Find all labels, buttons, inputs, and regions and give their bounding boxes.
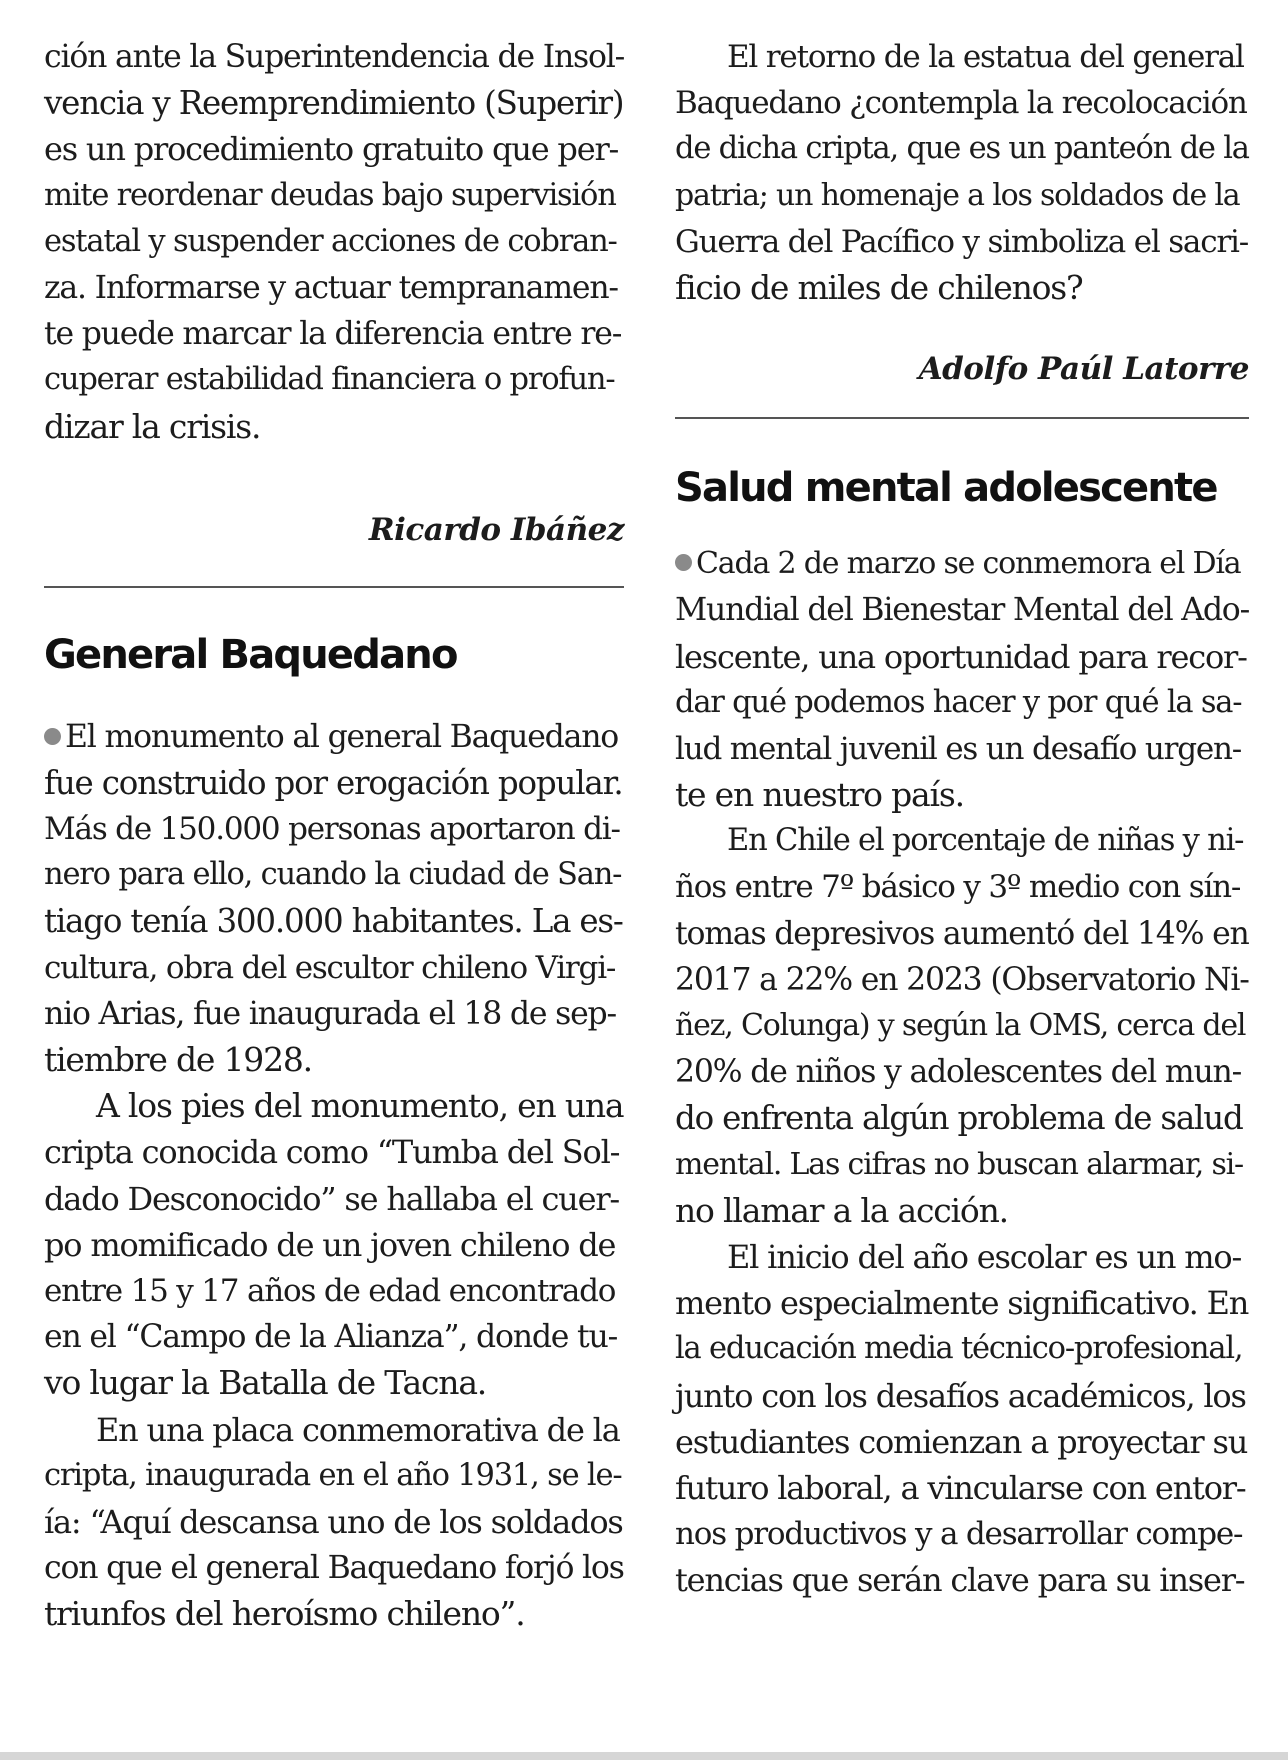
text-line: tiago tenía 300.000 habitantes. La es- [44,902,623,941]
text-line: de dicha cripta, que es un panteón de la [675,131,1249,167]
paragraph [675,541,1249,818]
text-line: mite reordenar deudas bajo supervisión [44,177,616,213]
text-line: mental. Las cifras no buscan alarmar, si- [675,1146,1243,1182]
text-line: lescente, una oportunidad para recor- [675,637,1247,676]
text-line: ficio de miles de chilenos? [675,267,1083,307]
paragraph [44,1083,624,1406]
text-line: ñez, Colunga) y según la OMS, cerca del [675,1008,1246,1043]
text-line: la educación media técnico-profesional, [675,1331,1243,1367]
text-line: 20% de niños y adolescentes del mun- [675,1054,1242,1091]
text-line: con que el general Baquedano forjó los [44,1550,624,1587]
text-line: Baquedano ¿contempla la recolocación [675,85,1247,122]
bullet-icon [44,728,61,745]
text-line: Más de 150.000 personas aportaron di- [44,811,620,848]
text-line: ía: “Aquí descansa uno de los soldados [44,1502,623,1541]
text-line: tiembre de 1928. [44,1040,312,1079]
text-line: tencias que serán clave para su inser- [675,1561,1245,1600]
text-line: entre 15 y 17 años de edad encontrado [44,1272,616,1309]
letter-signature: Ricardo Ibáñez [368,511,624,548]
right-column [675,34,1249,1603]
text-line: cripta, inaugurada en el año 1931, se le- [44,1457,622,1493]
text-line: fue construido por erogación popular. [44,763,623,802]
text-line: ños entre 7º básico y 3º medio con sín- [675,869,1241,906]
article-body [675,541,1249,1603]
text-line: mento especialmente significativo. En [675,1284,1249,1323]
paragraph [44,714,624,1084]
text-line: En una placa conmemorativa de la [96,1410,620,1449]
text-line: Guerra del Pacífico y simboliza el sacri- [675,223,1248,260]
text-line: futuro laboral, a vincularse con entor- [675,1468,1246,1507]
paragraph [44,1407,624,1638]
text-line: estudiantes comienzan a proyectar su [675,1422,1248,1461]
text-line: vo lugar la Batalla de Tacna. [44,1363,487,1403]
article-headline: General Baquedano [44,631,457,678]
text-line: cultura, obra del escultor chileno Virgi- [44,949,616,986]
text-line: en el “Campo de la Alianza”, donde tu- [44,1319,618,1356]
article-body [44,714,624,1638]
text-line: dar qué podemos hacer y por qué la sa- [675,684,1242,720]
text-line: dado Desconocido” se hallaba el cuer- [44,1179,620,1218]
text-line: cuperar estabilidad financiera o profun- [44,362,615,398]
divider-rule [675,417,1249,419]
text-line: te puede marcar la diferencia entre re- [44,316,622,353]
text-line: junto con los desafíos académicos, los [675,1376,1246,1415]
text-line: El retorno de la estatua del general [727,39,1244,75]
text-line: El monumento al general Baquedano [44,714,624,760]
page-bottom-border [0,1752,1288,1760]
text-line: patria; un homenaje a los soldados de la [675,177,1240,213]
divider-rule [44,586,624,588]
text-line: Mundial del Bienestar Mental del Ado- [675,592,1250,629]
left-column [44,34,624,1637]
text-line: es un procedimiento gratuito que per- [44,130,619,169]
text-line: 2017 a 22% en 2023 (Observatorio Ni- [675,961,1249,998]
text-line: triunfos del heroísmo chileno”. [44,1594,525,1634]
text-line: Cada 2 de marzo se conmemora el Día [675,541,1249,587]
text-line: vencia y Reemprendimiento (Superir) [44,84,624,123]
text-line: estatal y suspender acciones de cobran- [44,223,617,259]
paragraph [675,818,1249,1234]
letter-signature: Adolfo Paúl Latorre [918,351,1249,388]
text-line: tomas depresivos aumentó del 14% en [675,915,1249,952]
text-line: dizar la crisis. [44,406,261,446]
text-line: El inicio del año escolar es un mo- [727,1237,1242,1276]
bullet-icon [675,554,692,571]
text-line: do enfrenta algún problema de salud [675,1099,1243,1138]
text-line: nio Arias, fue inaugurada el 18 de sep- [44,995,616,1032]
previous-letter-ending [44,34,624,450]
text-line: lud mental juvenil es un desafío urgen- [675,730,1242,767]
text-line: A los pies del monumento, en una [96,1086,624,1126]
paragraph [675,1234,1249,1604]
previous-letter-ending [675,34,1249,311]
article-headline: Salud mental adolescente [675,465,1217,512]
text-line: po momificado de un joven chileno de [44,1225,616,1264]
text-line: nos productivos y a desarrollar compe- [675,1516,1243,1553]
text-line: no llamar a la acción. [675,1190,1008,1230]
text-line: En Chile el porcentaje de niñas y ni- [727,823,1244,859]
text-line: cripta conocida como “Tumba del Sol- [44,1133,620,1172]
text-line: nero para ello, cuando la ciudad de San- [44,857,622,893]
text-line: za. Informarse y actuar tempranamen- [44,269,618,306]
text-line: te en nuestro país. [675,775,964,815]
text-line: ción ante la Superintendencia de Insol- [44,39,625,75]
